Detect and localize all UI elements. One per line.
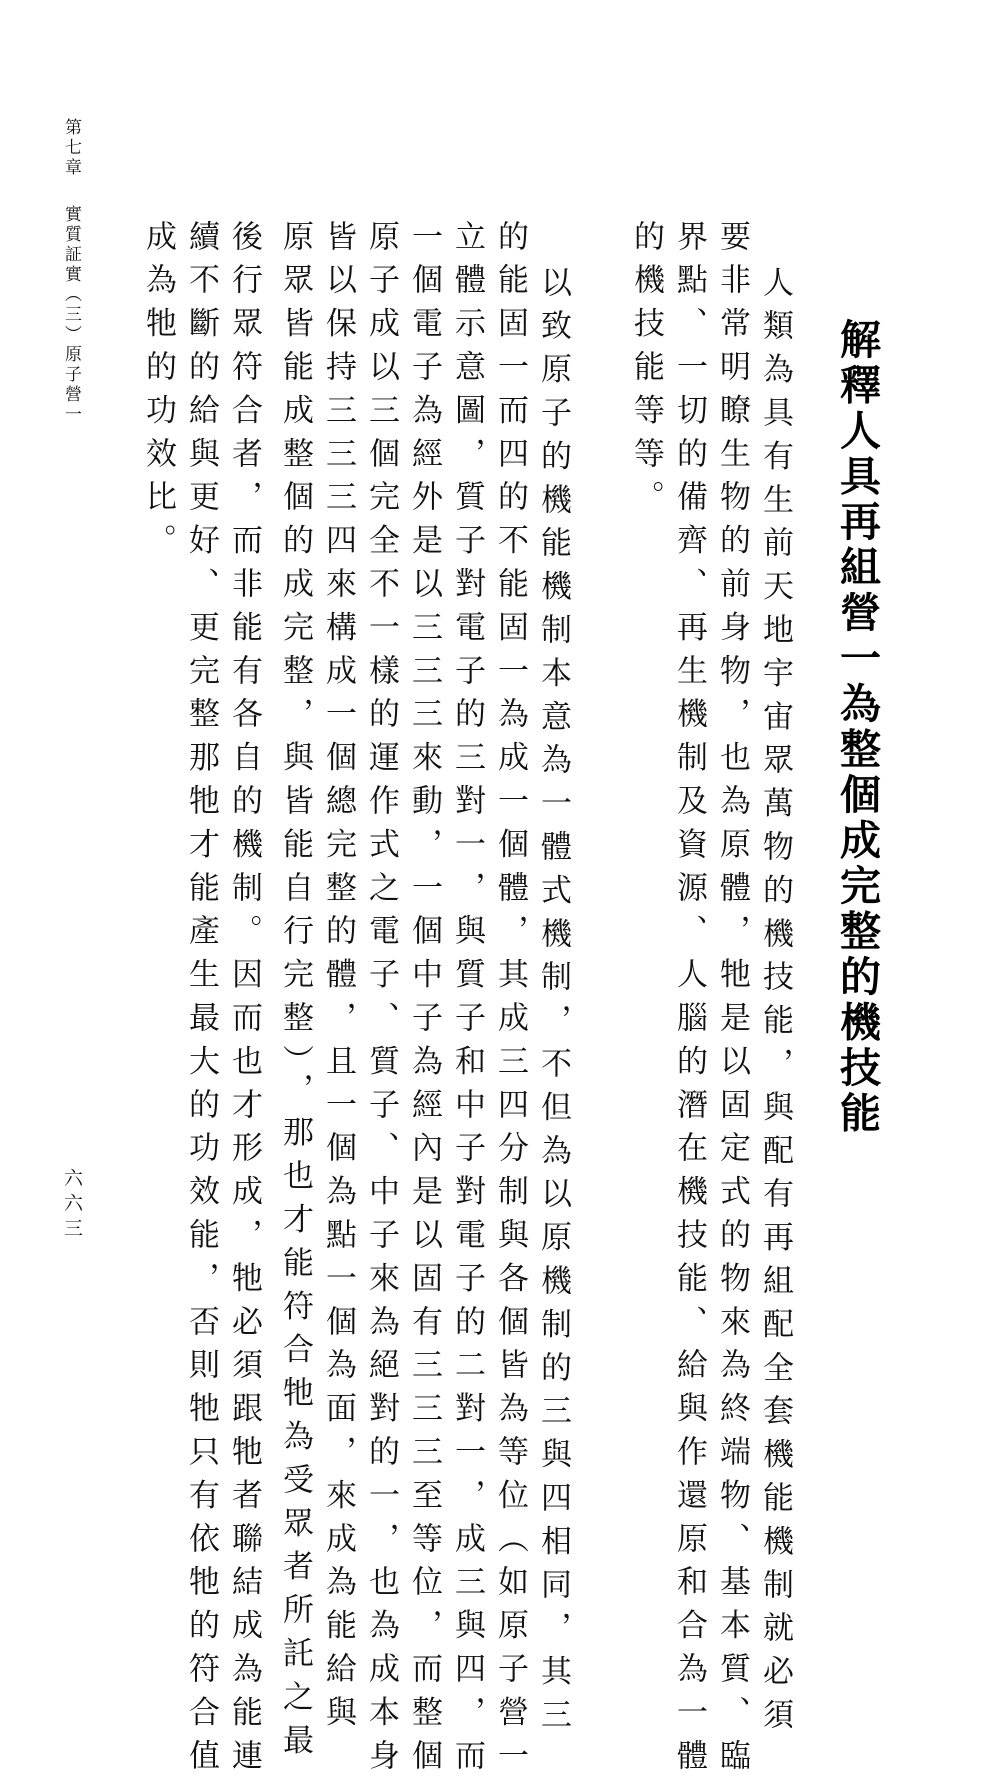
paragraph-2-line-8: 後行眾符合者，而非能有各自的機制。因而也才形成，牠必須跟牠者聯結成為能連 — [226, 220, 262, 1782]
paragraph-2-line-10: 成為牠的功效比。 — [140, 220, 176, 568]
paragraph-2-line-1: 以致原子的機能機制本意為一體式機制，不但為以原機制的三與四相同，其三 — [535, 266, 571, 1742]
paragraph-1-line-2: 要非常明瞭生物的前身物，也為原體，牠是以固定式的物來為終端物、基本質、臨 — [714, 220, 750, 1782]
paragraph-1-line-1: 人類為具有生前天地宇宙眾萬物的機技能，與配有再組配全套機能機制就必須 — [757, 266, 793, 1742]
running-header-chapter: 第七章 — [61, 118, 81, 178]
paragraph-1-line-4: 的機技能等等。 — [628, 220, 664, 524]
page-number: 六六三 — [61, 1168, 83, 1243]
paragraph-2-line-4: 一個電子為經外是以三三三來動，一個中子為經內是以固有三三三至等位，而整個 — [406, 220, 442, 1782]
paragraph-2-line-7: 原眾皆能成整個的成完整，與皆能自行完整），那也才能符合牠為受眾者所託之最 — [277, 220, 313, 1767]
section-title: 解釋人具再組營一為整個成完整的機技能 — [833, 318, 881, 1137]
running-header-section: 實質証實（三）原子營一 — [61, 205, 81, 425]
paragraph-2-line-9: 續不斷的給與更好、更完整那牠才能產生最大的功效能，否則牠只有依牠的符合值 — [183, 220, 219, 1782]
paragraph-2-line-6: 皆以保持三三三四來構成一個總完整的體，且一個為點一個為面，來成為能給與 — [320, 220, 356, 1739]
paragraph-1-line-3: 界點、一切的備齊、再生機制及資源、人腦的潛在機技能、給與作還原和合為一體 — [671, 220, 707, 1782]
paragraph-2-line-5: 原子成以三個完全不一樣的運作式之電子、質子、中子來為絕對的一，也為成本身 — [363, 220, 399, 1782]
paragraph-2-line-3: 立體示意圖，質子對電子的三對一，與質子和中子對電子的二對一，成三與四，而 — [449, 220, 485, 1782]
paragraph-2-line-2: 的能固一而四的不能固一為成一個體，其成三四分制與各個皆為等位（如原子營一 — [492, 220, 528, 1782]
